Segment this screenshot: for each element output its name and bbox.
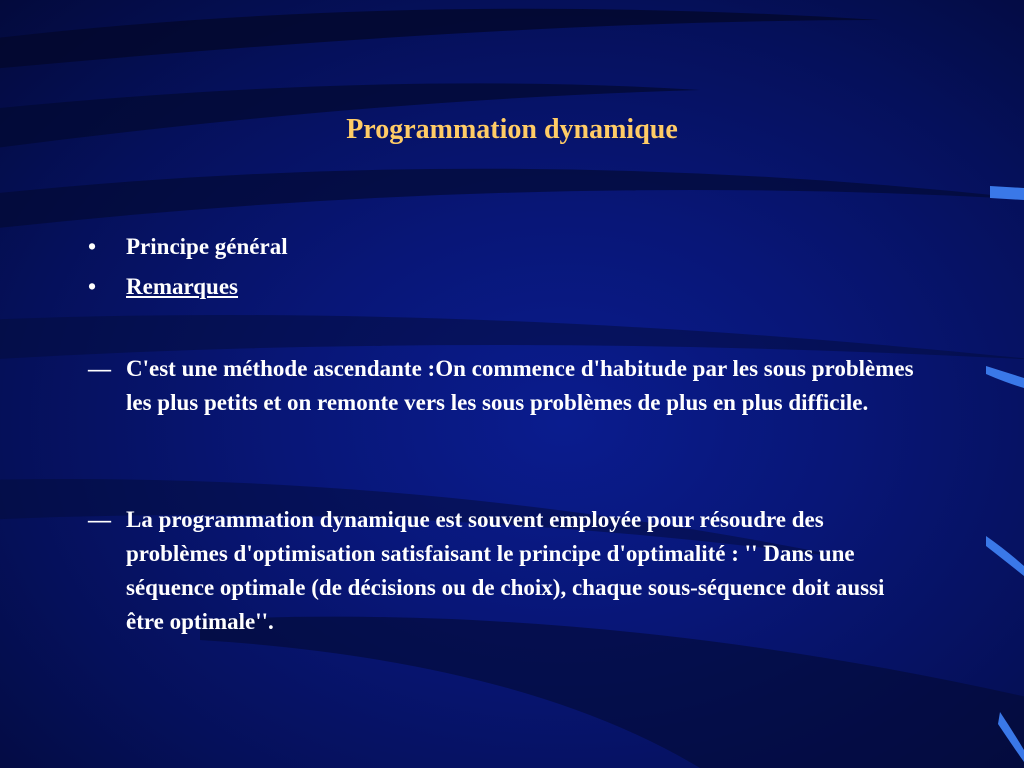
bullet-marker: • bbox=[88, 234, 97, 259]
swoosh-top-1 bbox=[0, 9, 880, 70]
swoosh-mid-1 bbox=[0, 169, 1024, 230]
swoosh-bottom-2 bbox=[200, 617, 1024, 768]
bullet-label: Principe général bbox=[126, 234, 288, 259]
dash-marker: — bbox=[88, 507, 111, 532]
accent-tick-1 bbox=[990, 186, 1024, 200]
accent-tick-3 bbox=[986, 536, 1024, 576]
dash-marker: — bbox=[88, 356, 111, 381]
bullet-marker: • bbox=[88, 274, 97, 299]
remarques-link[interactable]: Remarques bbox=[126, 274, 239, 299]
bullet-list bbox=[88, 230, 928, 310]
paragraph-text: La programmation dynamique est souvent employée pour résoudre des problèmes d'optimisation satisfaisant le principe d'optimalité : '' Dans une séquence optimale (de décisions ou de choix), chaque sous-séquence doit aussi être optimale''. bbox=[126, 507, 885, 634]
bullet-principe-general bbox=[88, 230, 928, 270]
accent-tick-2 bbox=[986, 366, 1024, 388]
bullet-remarques[interactable] bbox=[88, 270, 928, 310]
paragraph-text: C'est une méthode ascendante :On commence d'habitude par les sous problèmes les plus petits et on remonte vers les sous problèmes de plus en plus difficile. bbox=[126, 356, 914, 415]
slide-title: Programmation dynamique bbox=[346, 114, 678, 145]
paragraph-methode-ascendante bbox=[88, 352, 928, 420]
paragraph-principe-optimalite bbox=[88, 503, 928, 639]
